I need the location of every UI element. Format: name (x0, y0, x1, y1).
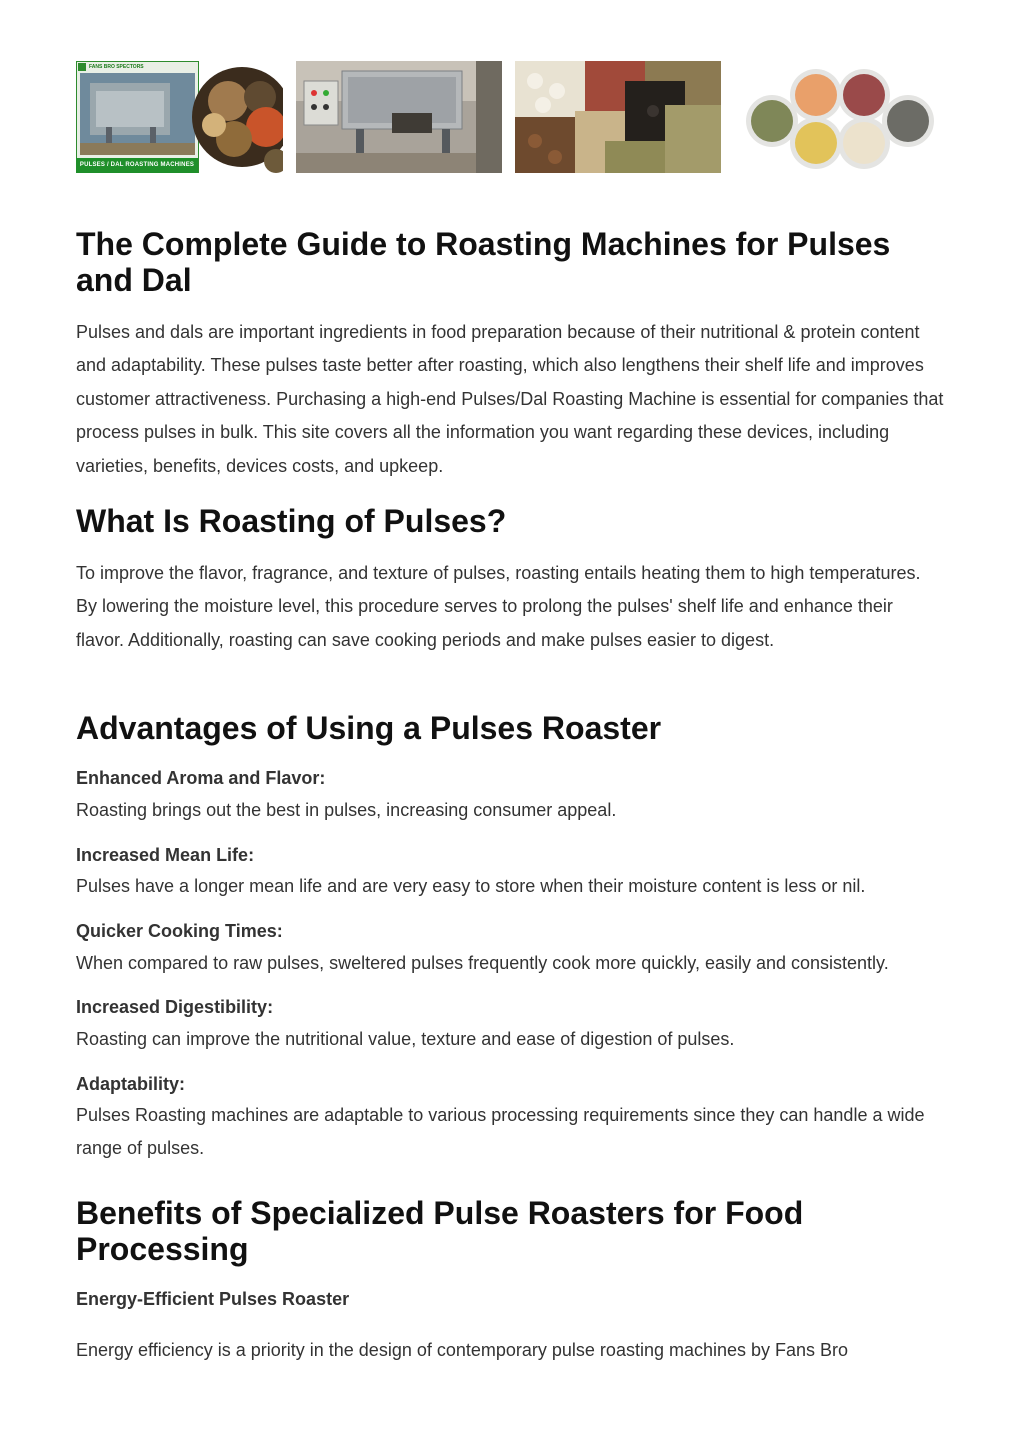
advantage-text: When compared to raw pulses, sweltered pulses frequently cook more quickly, easily and consistently. (76, 953, 889, 973)
advantage-title: Increased Mean Life: (76, 845, 255, 865)
page-title: The Complete Guide to Roasting Machines for Pulses and Dal (76, 226, 891, 298)
section-text-energy-efficient: Energy efficiency is a priority in the design of contemporary pulse roasting machines by Fans Bro (76, 1340, 849, 1360)
advantage-text: Roasting brings out the best in pulses, increasing consumer appeal. (76, 800, 617, 820)
advantage-text: Roasting can improve the nutritional value, texture and ease of digestion of pulses. (76, 1029, 735, 1049)
advantage-text: Pulses have a longer mean life and are very easy to store when their moisture content is less or nil. (76, 876, 866, 896)
logo-text: FANS BRO SPECTORS (89, 64, 144, 70)
mixed-pulses-photo (515, 61, 721, 173)
intro-paragraph: Pulses and dals are important ingredients in food preparation because of their nutritional & protein content and adaptability. These pulses taste better after roasting, which also lengthens their shelf life and improves customer attractiveness. Purchasing a high-end Pulses/Dal Roasting Machine is essential for companies that process pulses in bulk. This site covers all the information you want regarding these devices, including varieties, benefits, devices costs, and upkeep. (76, 322, 944, 476)
advantage-title: Quicker Cooking Times: (76, 921, 283, 941)
image-strip (76, 61, 942, 173)
section-heading-what-is-roasting: What Is Roasting of Pulses? (76, 503, 507, 539)
advantage-title: Adaptability: (76, 1074, 186, 1094)
roasting-machine-photo (76, 61, 283, 173)
section-subheading-energy-efficient: Energy-Efficient Pulses Roaster (76, 1289, 350, 1309)
section-heading-benefits: Benefits of Specialized Pulse Roasters for Food Processing (76, 1195, 804, 1267)
section-heading-advantages: Advantages of Using a Pulses Roaster (76, 710, 662, 746)
advantage-title: Enhanced Aroma and Flavor: (76, 768, 326, 788)
image-caption: PULSES / DAL ROASTING MACHINES (76, 158, 198, 173)
advantage-title: Increased Digestibility: (76, 997, 274, 1017)
pulse-bowls-photo (734, 61, 942, 173)
roaster-equipment-photo (296, 61, 502, 173)
advantage-text: Pulses Roasting machines are adaptable to various processing requirements since they can handle a wide range of pulses. (76, 1105, 925, 1159)
section-text-what-is-roasting: To improve the flavor, fragrance, and texture of pulses, roasting entails heating them to high temperatures. By lowering the moisture level, this procedure serves to prolong the pulses' shelf life and enhance their flavor. Additionally, roasting can save cooking periods and make pulses easier to digest. (76, 563, 921, 650)
